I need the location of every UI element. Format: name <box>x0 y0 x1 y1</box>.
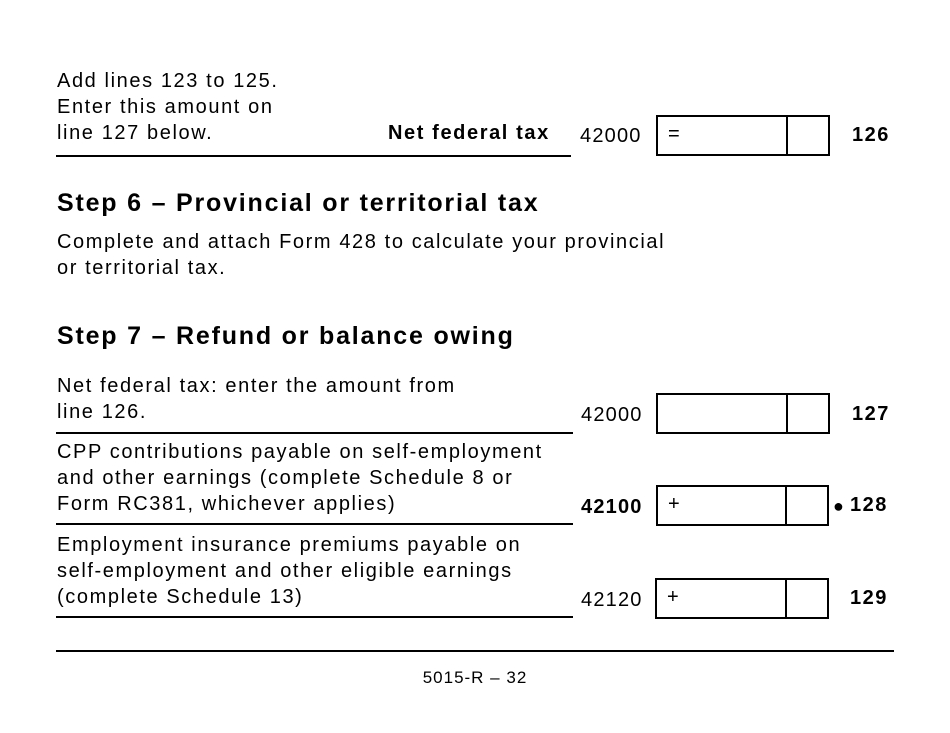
line-126-description <box>57 68 279 146</box>
footer-rule <box>56 650 894 652</box>
line-126-amount-field[interactable] <box>656 115 830 156</box>
line-126-sign: = <box>668 123 680 145</box>
line-129-code: 42120 <box>581 589 643 611</box>
step-6-body-1: Complete and attach Form 428 to calculate your provincial <box>57 231 666 253</box>
line-126-desc-1: Add lines 123 to 125. <box>57 70 279 92</box>
line-126-cents-divider <box>786 117 788 154</box>
line-127-cents-divider <box>786 395 788 432</box>
line-129-desc-2: self-employment and other eligible earnings <box>57 560 513 582</box>
line-126-rule <box>56 155 571 157</box>
net-federal-tax-label: Net federal tax <box>388 122 550 144</box>
line-127-code: 42000 <box>581 404 643 426</box>
line-128-code: 42100 <box>581 496 643 518</box>
line-128-desc-2: and other earnings (complete Schedule 8 or <box>57 467 514 489</box>
step-6-body <box>57 229 665 281</box>
line-129-number: 129 <box>850 587 888 609</box>
line-127-desc-1: Net federal tax: enter the amount from <box>57 375 456 397</box>
line-127-number: 127 <box>852 403 890 425</box>
line-129-description <box>57 532 521 610</box>
line-127-amount-field[interactable] <box>656 393 830 434</box>
line-128-amount-field[interactable] <box>656 485 829 526</box>
line-128-description <box>57 439 543 517</box>
line-126-code: 42000 <box>580 125 642 147</box>
page-reference: 5015-R – 32 <box>422 668 528 687</box>
line-129-sign: + <box>667 586 679 608</box>
line-126-desc-2: Enter this amount on <box>57 96 274 118</box>
line-127-desc-2: line 126. <box>57 401 148 423</box>
line-126-desc-3: line 127 below. <box>57 122 214 144</box>
line-127-description <box>57 373 456 425</box>
line-128-rule <box>56 523 573 525</box>
line-129-desc-3: (complete Schedule 13) <box>57 586 304 608</box>
line-128-desc-1: CPP contributions payable on self-employment <box>57 441 543 463</box>
line-128-cents-divider <box>785 487 787 524</box>
step-7-heading: Step 7 – Refund or balance owing <box>57 322 515 350</box>
step-6-body-2: or territorial tax. <box>57 257 227 279</box>
line-128-number: 128 <box>850 494 888 516</box>
line-128-desc-3: Form RC381, whichever applies) <box>57 493 397 515</box>
line-128-sign: + <box>668 493 680 515</box>
line-126-number: 126 <box>852 124 890 146</box>
line-127-rule <box>56 432 573 434</box>
line-129-cents-divider <box>785 580 787 617</box>
line-129-amount-field[interactable] <box>655 578 829 619</box>
line-128-bullet-icon: ● <box>833 496 844 516</box>
step-6-heading: Step 6 – Provincial or territorial tax <box>57 189 540 217</box>
line-129-rule <box>56 616 573 618</box>
line-129-desc-1: Employment insurance premiums payable on <box>57 534 522 556</box>
